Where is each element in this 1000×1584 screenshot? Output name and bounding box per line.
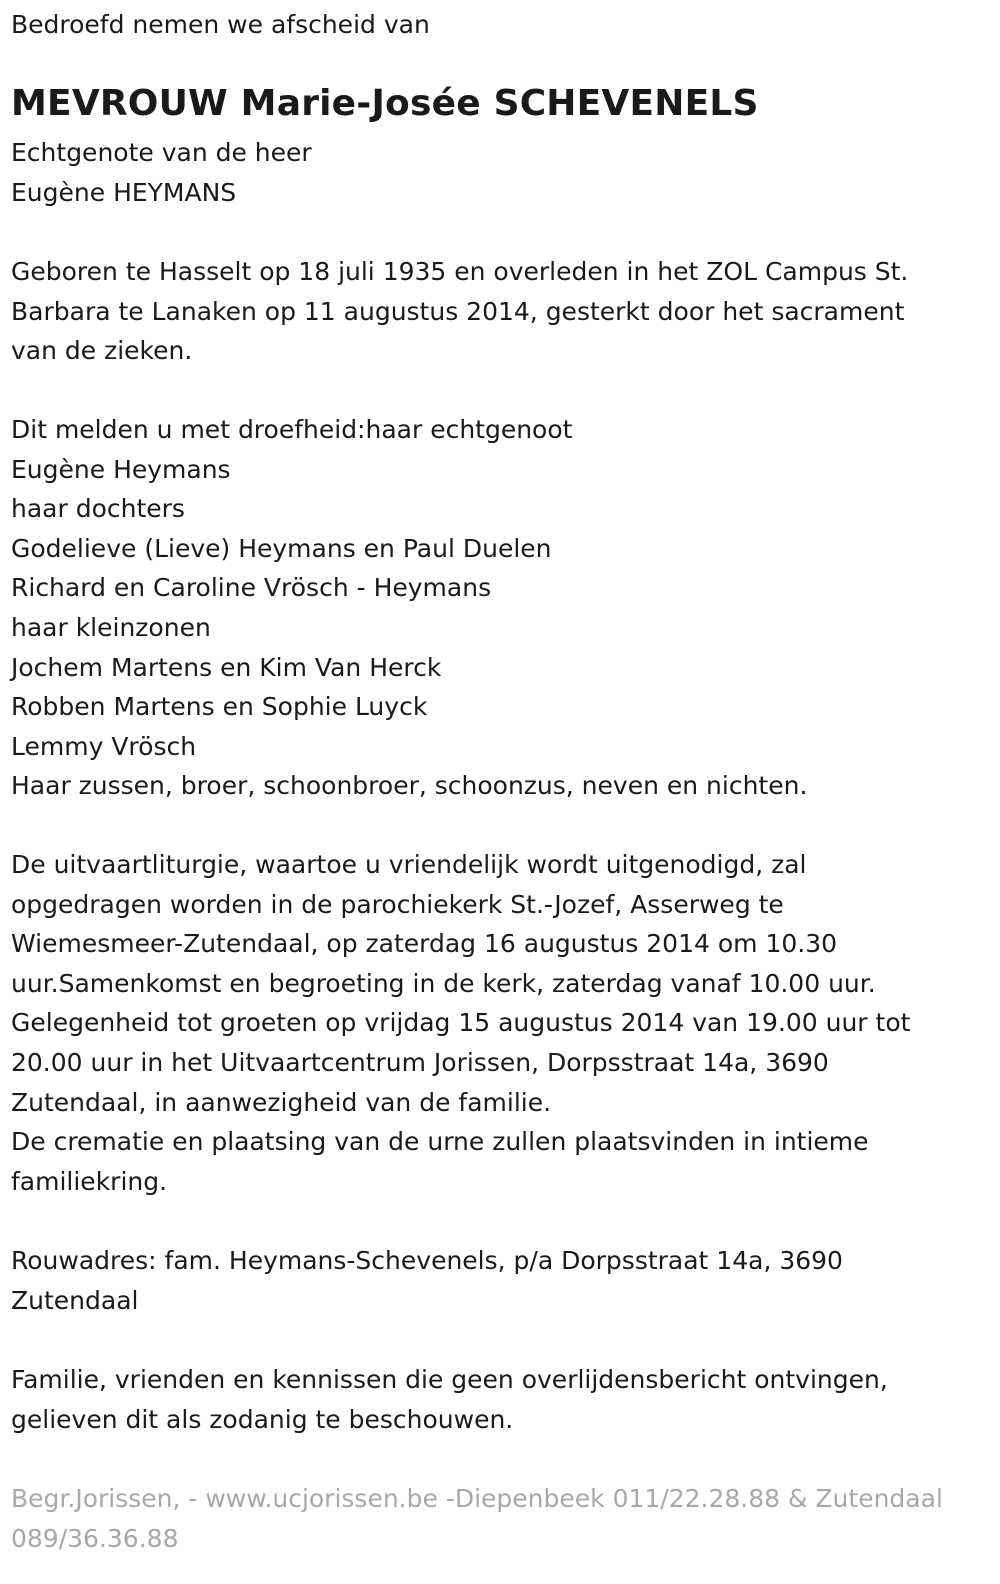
paragraph-line: De uitvaartliturgie, waartoe u vriendelijk wordt uitgenodigd, zal (11, 850, 807, 879)
spouse-line: Eugène HEYMANS (11, 177, 237, 207)
family-line: Lemmy Vrösch (11, 731, 197, 761)
paragraph-line: Familie, vrienden en kennissen die geen overlijdensbericht ontvingen, (11, 1365, 888, 1394)
family-line: Haar zussen, broer, schoonbroer, schoonzus, neven en nichten. (11, 771, 808, 801)
paragraph-line: Zutendaal, in aanwezigheid van de familie. (11, 1087, 552, 1117)
family-line: Godelieve (Lieve) Heymans en Paul Duelen (11, 533, 552, 563)
family-line: Dit melden u met droefheid:haar echtgenoot (11, 415, 573, 444)
paragraph-line: De crematie en plaatsing van de urne zullen plaatsvinden in intieme (11, 1127, 869, 1157)
family-line: haar kleinzonen (11, 612, 211, 642)
paragraph-line: familiekring. (11, 1166, 168, 1196)
family-line: Robben Martens en Sophie Luyck (11, 692, 428, 722)
paragraph-line: gelieven dit als zodanig te beschouwen. (11, 1404, 514, 1434)
spouse-block (11, 133, 986, 212)
footer-line: Begr.Jorissen, - www.ucjorissen.be -Diepenbeek 011/22.28.88 & Zutendaal (11, 1484, 943, 1513)
paragraph-line: Wiemesmeer-Zutendaal, op zaterdag 16 augustus 2014 om 10.30 (11, 929, 838, 959)
paragraph-line: Geboren te Hasselt op 18 juli 1935 en overleden in het ZOL Campus St. (11, 257, 909, 286)
spouse-line: Echtgenote van de heer (11, 138, 312, 167)
funeral-home-footer (11, 1479, 986, 1558)
ceremony-paragraph (11, 845, 986, 1201)
family-line: Richard en Caroline Vrösch - Heymans (11, 573, 492, 603)
footer-line: 089/36.36.88 (11, 1523, 179, 1553)
intro-line: Bedroefd nemen we afscheid van (11, 10, 430, 39)
paragraph-line: uur.Samenkomst en begroeting in de kerk, zaterdag vanaf 10.00 uur. (11, 968, 876, 998)
family-line: Eugène Heymans (11, 454, 231, 484)
paragraph-line: opgedragen worden in de parochiekerk St.-Jozef, Asserweg te (11, 889, 784, 919)
paragraph-line: Gelegenheid tot groeten op vrijdag 15 augustus 2014 van 19.00 uur tot (11, 1008, 911, 1038)
paragraph-line: van de zieken. (11, 336, 193, 366)
birth-death-paragraph (11, 252, 986, 371)
deceased-name: MEVROUW Marie-Josée SCHEVENELS (11, 83, 759, 124)
address-paragraph (11, 1241, 986, 1320)
paragraph-line: Zutendaal (11, 1285, 139, 1315)
paragraph-line: 20.00 uur in het Uitvaartcentrum Jorissen, Dorpsstraat 14a, 3690 (11, 1047, 829, 1077)
paragraph-line: Barbara te Lanaken op 11 augustus 2014, gesterkt door het sacrament (11, 296, 905, 326)
paragraph-line: Rouwadres: fam. Heymans-Schevenels, p/a Dorpsstraat 14a, 3690 (11, 1246, 843, 1275)
notice-paragraph (11, 1360, 986, 1439)
family-list (11, 410, 986, 806)
family-line: haar dochters (11, 494, 185, 524)
family-line: Jochem Martens en Kim Van Herck (11, 652, 442, 682)
